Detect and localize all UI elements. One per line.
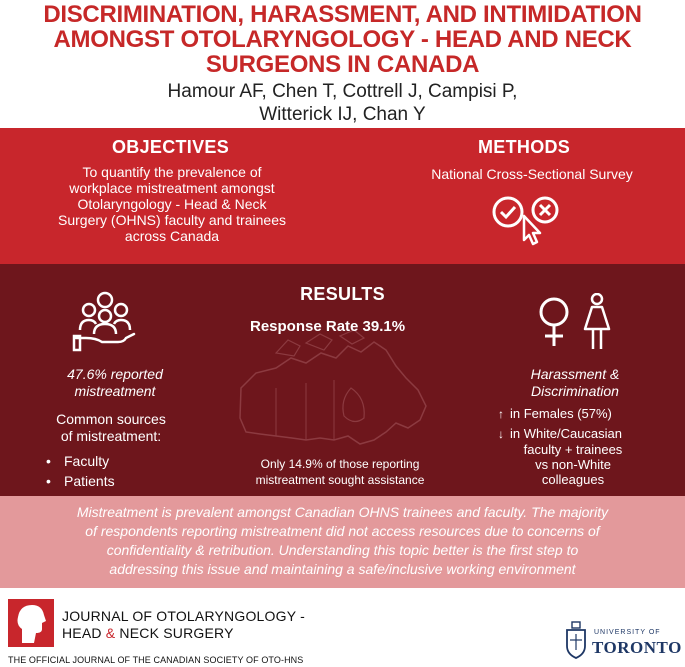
woman-figure-icon <box>582 293 612 351</box>
university-of-text: UNIVERSITY OF <box>594 629 661 636</box>
assistance-line: mistreatment sought assistance <box>255 473 425 487</box>
females-text: in Females (57%) <box>510 406 612 421</box>
harassment-line: Harassment & <box>530 366 620 382</box>
common-sources-label <box>36 411 186 445</box>
arrow-down-icon: ↓ <box>498 427 504 441</box>
objectives-line: Otolaryngology - Head & Neck <box>77 196 267 212</box>
journal-ampersand: & <box>105 625 116 641</box>
university-crest-icon <box>564 620 588 660</box>
journal-logo-icon <box>8 599 54 647</box>
harassment-line: Discrimination <box>531 383 619 399</box>
objectives-methods-panel <box>0 128 685 264</box>
toronto-text: TORONTO <box>592 638 682 657</box>
title-line-2: AMONGST OTOLARYNGOLOGY - HEAD AND NECK <box>53 26 632 53</box>
conclusion-line: confidentiality & retribution. Understanding this topic better is the first step to <box>106 542 579 558</box>
assistance-line: Only 14.9% of those reporting <box>260 457 420 471</box>
conclusion-line: addressing this issue and maintaining a safe/inclusive working environment <box>109 561 576 577</box>
response-rate: Response Rate 39.1% <box>250 318 406 335</box>
list-item: • Patients <box>46 471 115 491</box>
journal-head-text: HEAD <box>62 625 106 641</box>
objectives-line: Surgery (OHNS) faculty and trainees <box>58 212 286 228</box>
common-sources-line: Common sources <box>56 411 166 427</box>
methods-heading: METHODS <box>478 137 571 157</box>
harassment-heading <box>505 366 645 400</box>
authors-line-1: Hamour AF, Chen T, Cottrell J, Campisi P, <box>167 81 518 102</box>
arrow-up-icon: ↑ <box>498 407 504 421</box>
list-item: • Faculty <box>46 451 115 471</box>
group-people-hand-icon <box>72 290 138 352</box>
survey-check-cross-icon <box>488 190 568 250</box>
title-line-3: SURGEONS IN CANADA <box>205 51 480 78</box>
females-stat <box>498 406 612 421</box>
conclusion-panel <box>0 496 685 588</box>
journal-neck-text: NECK SURGERY <box>115 625 234 641</box>
sources-list <box>46 451 115 491</box>
mistreatment-percent <box>40 366 190 400</box>
journal-name-line-2 <box>62 625 305 642</box>
title-line-1: DISCRIMINATION, HARASSMENT, AND INTIMIDATION <box>43 1 642 28</box>
journal-name-line-1: JOURNAL OF OTOLARYNGOLOGY - <box>62 608 305 624</box>
conclusion-line: of respondents reporting mistreatment did not access resources due to concerns of <box>85 523 600 539</box>
mistreatment-percent-line: mistreatment <box>74 383 156 399</box>
common-sources-line: of mistreatment: <box>60 428 162 444</box>
results-heading: RESULTS <box>300 284 385 304</box>
objectives-text <box>22 164 322 244</box>
objectives-line: To quantify the prevalence of <box>82 164 262 180</box>
assistance-stat <box>225 456 455 488</box>
female-symbol-icon <box>536 296 572 350</box>
white-line: vs non-White <box>535 457 611 472</box>
poster-title <box>0 0 685 80</box>
objectives-heading: OBJECTIVES <box>112 137 230 157</box>
authors-line-2: Witterick IJ, Chan Y <box>259 104 426 125</box>
white-line: faculty + trainees <box>523 442 623 457</box>
objectives-line: across Canada <box>124 228 220 244</box>
white-line: in White/Caucasian <box>510 426 622 441</box>
journal-tagline: THE OFFICIAL JOURNAL OF THE CANADIAN SOCIETY OF OTO-HNS <box>8 655 304 665</box>
mistreatment-percent-line: 47.6% reported <box>67 366 163 382</box>
author-list <box>0 80 685 126</box>
journal-name <box>62 608 305 642</box>
canada-map-icon <box>236 328 436 468</box>
conclusion-line: Mistreatment is prevalent amongst Canadian OHNS trainees and faculty. The majority <box>76 504 609 520</box>
white-caucasian-stat <box>498 426 658 487</box>
white-line: colleagues <box>541 472 605 487</box>
objectives-line: workplace mistreatment amongst <box>69 180 275 196</box>
methods-text: National Cross-Sectional Survey <box>431 166 633 182</box>
